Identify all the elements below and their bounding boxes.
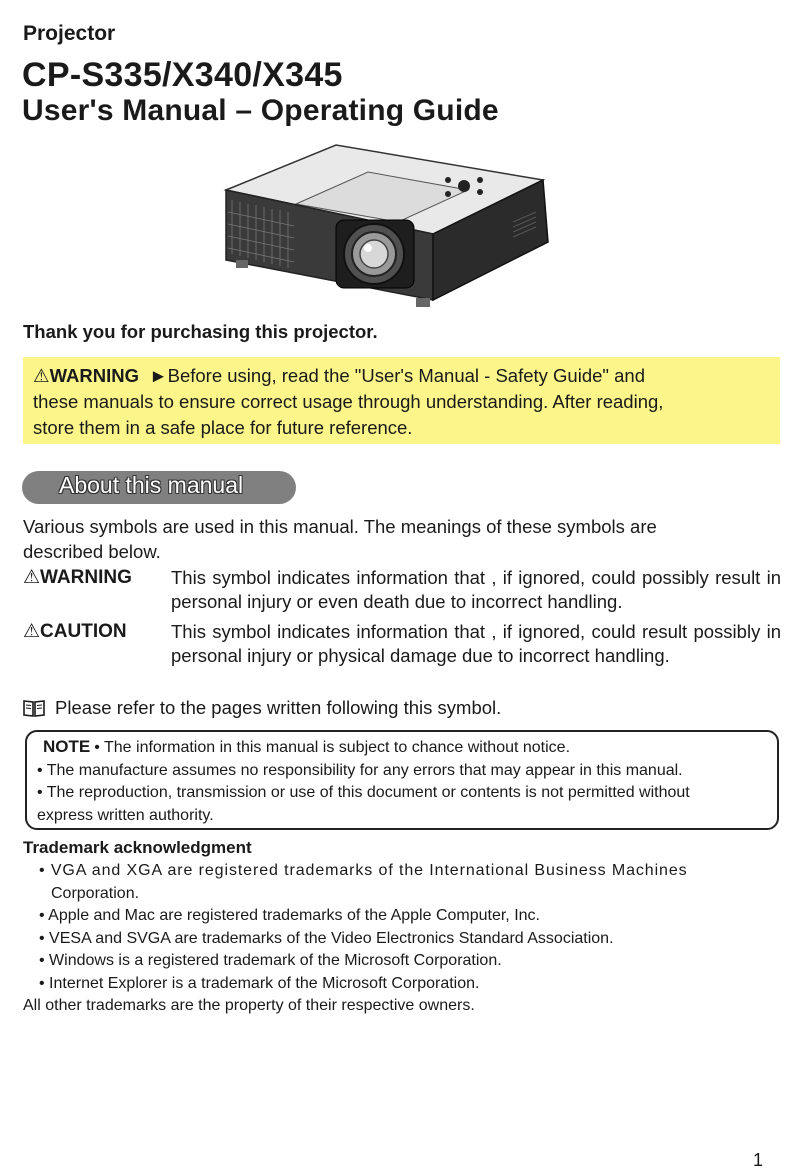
section-title: About this manual	[59, 472, 244, 498]
note-line-4: express written authority.	[37, 806, 214, 824]
document-category: Projector	[23, 22, 116, 45]
book-icon	[23, 699, 45, 717]
warning-box	[23, 357, 780, 444]
warning-line-2: these manuals to ensure correct usage through understanding. After reading,	[33, 391, 664, 412]
arrow-icon: ►	[149, 365, 168, 386]
section-header	[22, 471, 296, 504]
trademark-item: • VESA and SVGA are trademarks of the Video Electronics Standard Association.	[39, 929, 614, 947]
warning-text-1: Before using, read the "User's Manual - Safety Guide" and	[167, 365, 645, 386]
note-box	[25, 730, 779, 830]
page-number: 1	[753, 1150, 764, 1170]
model-title: CP-S335/X340/X345	[22, 56, 343, 94]
caution-symbol-text: This symbol indicates information that , if ignored, could result possibly in personal injury or physical damage due to incorrect handling.	[171, 621, 781, 666]
trademark-list	[23, 860, 781, 1018]
reference-row	[23, 697, 501, 719]
intro-paragraph	[23, 514, 781, 564]
warning-triangle-icon: ⚠	[23, 567, 41, 588]
caution-symbol-row	[23, 620, 781, 692]
warning-symbol-row	[23, 566, 781, 616]
warning-line-3: store them in a safe place for future reference.	[33, 417, 413, 438]
trademark-item: • VGA and XGA are registered trademarks of the International Business Machines Corporation.	[39, 862, 688, 902]
note-line-1: NOTE • The information in this manual is subject to chance without notice.	[43, 737, 571, 756]
trademark-item: • Internet Explorer is a trademark of the Microsoft Corporation.	[39, 974, 480, 992]
warning-triangle-icon: ⚠	[33, 365, 50, 386]
trademark-item: • Apple and Mac are registered trademarks of the Apple Computer, Inc.	[39, 907, 540, 924]
trademark-item: • Windows is a registered trademark of the Microsoft Corporation.	[39, 952, 502, 969]
note-line-3: • The reproduction, transmission or use of this document or contents is not permitted without	[37, 784, 690, 801]
caution-triangle-icon: ⚠	[23, 621, 41, 642]
trademark-footer: All other trademarks are the property of their respective owners.	[23, 997, 475, 1014]
warning-label: WARNING	[49, 365, 140, 386]
reference-text: Please refer to the pages written following this symbol.	[55, 697, 502, 718]
warning-symbol-text: This symbol indicates information that , if ignored, could possibly result in personal injury or even death due to incorrect handling.	[171, 567, 781, 612]
warning-symbol-label: ⚠WARNING	[23, 567, 132, 588]
warning-line-1	[33, 363, 770, 389]
caution-symbol-label: ⚠CAUTION	[23, 621, 127, 642]
note-label: NOTE	[43, 737, 91, 756]
note-line-2: • The manufacture assumes no responsibility for any errors that may appear in this manual.	[37, 761, 683, 779]
thank-you-text: Thank you for purchasing this projector.	[23, 321, 378, 342]
projector-image	[218, 142, 553, 310]
manual-subtitle: User's Manual – Operating Guide	[22, 94, 499, 127]
trademark-title: Trademark acknowledgment	[23, 838, 252, 857]
intro-line-1: Various symbols are used in this manual. The meanings of these symbols are	[23, 516, 657, 537]
intro-line-2: described below.	[23, 541, 161, 562]
